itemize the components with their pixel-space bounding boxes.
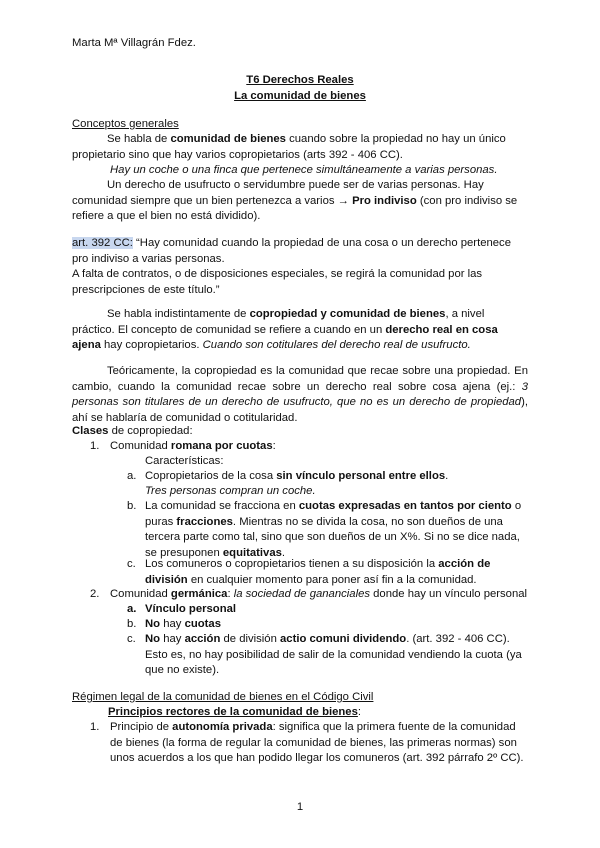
list-number-2: 2. bbox=[90, 588, 100, 600]
romana-item-a: Copropietarios de la cosa sin vínculo personal entre ellos. bbox=[145, 470, 449, 482]
sublist-label-b: b. bbox=[127, 500, 137, 512]
romana-item-c: Los comuneros o copropietarios tienen a su disposición la acción de división en cualquier momento para poner así fin a la comunidad. bbox=[145, 558, 491, 586]
example-coche: Hay un coche o una finca que pertenece simultáneamente a varias personas. bbox=[110, 164, 498, 176]
principios-heading: Principios rectores de la comunidad de bienes: bbox=[108, 706, 362, 718]
caracteristicas-label: Características: bbox=[145, 455, 224, 467]
sublist-label-a2: a. bbox=[127, 603, 137, 615]
list-number-principio-1: 1. bbox=[90, 721, 100, 733]
romana-item-b: La comunidad se fracciona en cuotas expresadas en tantos por ciento o puras fracciones. Mientras no se divida la cosa, no son dueños de una tercera parte como tal, sino que son dueños de un X%. Si no se dice nada, se presuponen equitativas. bbox=[145, 500, 522, 559]
paragraph-definicion: Se habla de comunidad de bienes cuando sobre la propiedad no hay un único propietario sino que hay varios copropietarios (arts 392 - 406 CC). bbox=[72, 133, 506, 161]
sublist-label-c2: c. bbox=[127, 633, 136, 645]
article-quote: art. 392 CC: “Hay comunidad cuando la propiedad de una cosa o un derecho pertenece pro indiviso a varias personas. A falta de contratos, o de disposiciones especiales, se regirá la comunidad por las prescripciones de este título.” bbox=[72, 237, 511, 296]
article-reference: art. 392 CC: bbox=[72, 237, 133, 249]
section-heading-conceptos: Conceptos generales bbox=[72, 118, 179, 130]
clase-germanica: Comunidad germánica: la sociedad de gananciales donde hay un vínculo personal bbox=[110, 588, 528, 600]
principio-autonomia: Principio de autonomía privada: significa que la primera fuente de la comunidad de bienes (la forma de regular la comunidad de bienes, las primeras normas) son unos acuerdos a los que han podido llegar los comuneros (art. 392 párrafo 2º CC). bbox=[110, 721, 524, 765]
author-header: Marta Mª Villagrán Fdez. bbox=[72, 37, 196, 49]
page-subtitle: La comunidad de bienes bbox=[234, 90, 366, 102]
sublist-label-a: a. bbox=[127, 470, 137, 482]
germanica-item-a: Vínculo personal bbox=[145, 603, 237, 615]
paragraph-pro-indiviso: Un derecho de usufructo o servidumbre puede ser de varias personas. Hay comunidad siempre que un bien pertenezca a varios → Pro indiviso (con pro indiviso se refiere a que el bien no está dividido). bbox=[72, 179, 518, 223]
sublist-label-c: c. bbox=[127, 558, 136, 570]
page-title: T6 Derechos Reales bbox=[246, 74, 354, 86]
list-number-1: 1. bbox=[90, 440, 100, 452]
sublist-label-b2: b. bbox=[127, 618, 137, 630]
paragraph-teoria: Teóricamente, la copropiedad es la comunidad que recae sobre una propiedad. En cambio, cuando la comunidad recae sobre un derecho real sobre cosa ajena (ej.: 3 personas son titulares de un derecho de usufructo, que no es un derecho de propiedad), ahí se hablaría de comunidad o cotitularidad. bbox=[72, 365, 528, 424]
clases-heading: Clases de copropiedad: bbox=[72, 425, 193, 437]
clase-romana: Comunidad romana por cuotas: bbox=[110, 440, 276, 452]
example-tres-personas: Tres personas compran un coche. bbox=[145, 485, 316, 497]
germanica-item-b: No hay cuotas bbox=[145, 618, 221, 630]
paragraph-copropiedad: Se habla indistintamente de copropiedad y comunidad de bienes, a nivel práctico. El concepto de comunidad se refiere a cuando en un derecho real en cosa ajena hay copropietarios. Cuando son cotitulares del derecho real de usufructo. bbox=[72, 308, 498, 352]
page-number: 1 bbox=[296, 801, 304, 813]
germanica-item-c: No hay acción de división actio comuni dividendo. (art. 392 - 406 CC). Esto es, no hay posibilidad de salir de la comunidad vendiendo la cuota (ya que no existe). bbox=[145, 633, 522, 677]
section-heading-regimen: Régimen legal de la comunidad de bienes en el Código Civil bbox=[72, 691, 374, 703]
